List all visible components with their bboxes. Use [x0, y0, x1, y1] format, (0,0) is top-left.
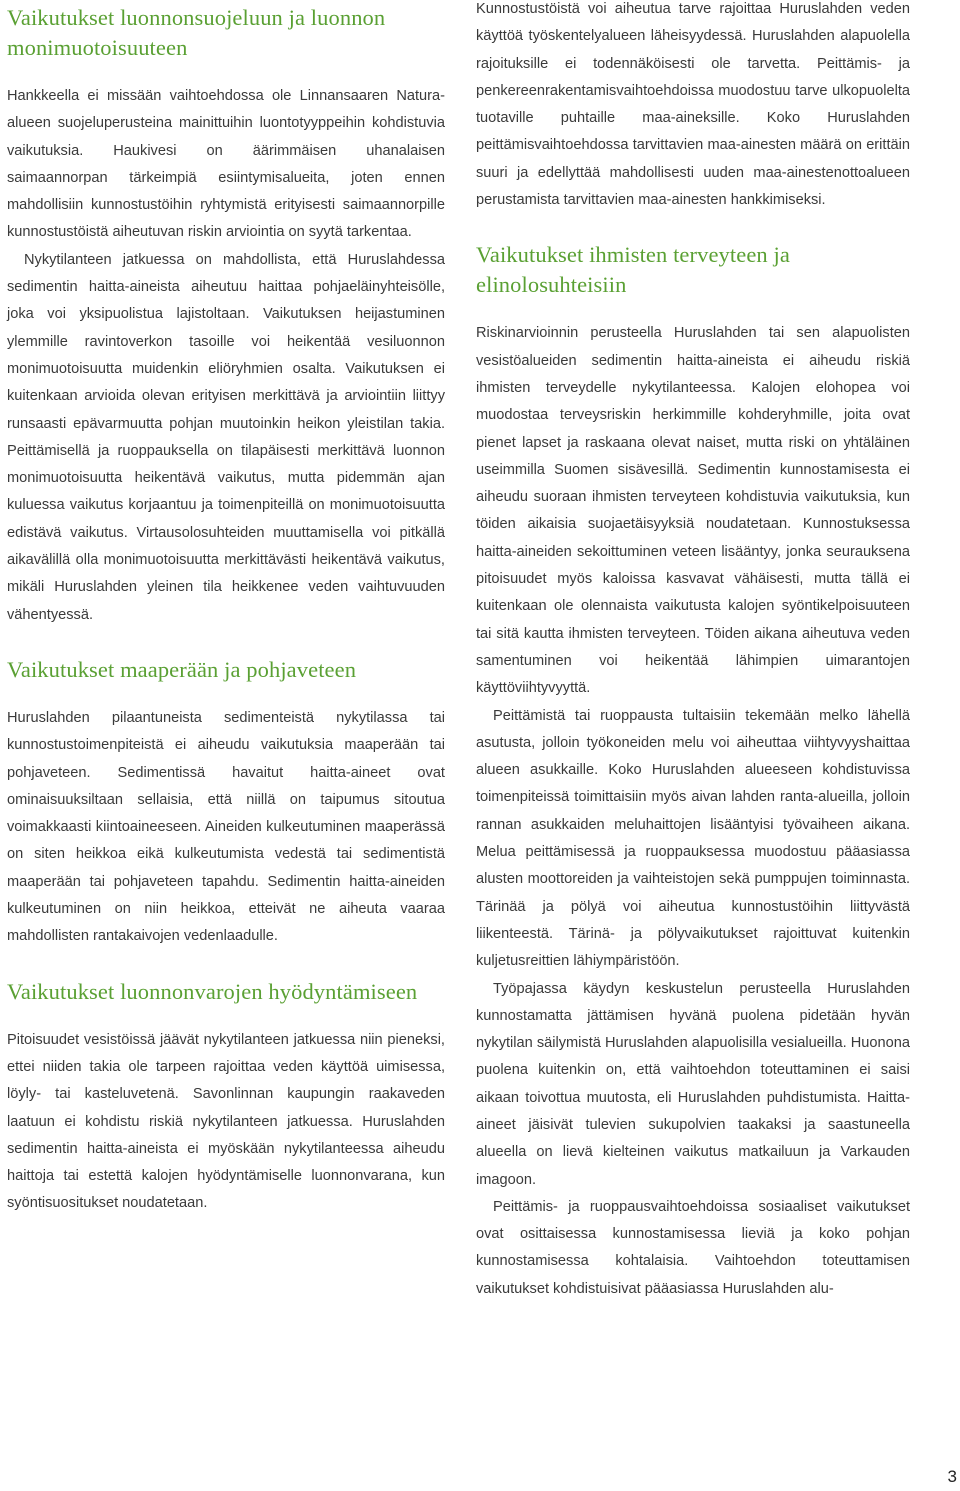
paragraph-soil-groundwater: Huruslahden pilaantuneista sedimenteistä nykytilassa tai kunnostustoimenpiteistä ei aiheudu vaikutuksia maaperään tai pohjaveteen. Sedimentissä havaitut haitta-aineet ovat ominaisuuksiltaan sellaisia, että niillä on taipumus sitoutua voimakkaasti kiintoaineeseen. Aineiden kulkeutuminen maaperässä on siten heikkoa eikä kulkeutumista vedestä tai sedimentistä maaperään tai pohjaveteen tapahdu. Sedimentin haitta-aineiden kulkeutuminen on niin heikkoa, etteivät ne aiheuta vaaraa mahdollisten rantakaivojen vedenlaadulle.	[7, 709, 445, 945]
paragraph-water-use-restrictions: Kunnostustöistä voi aiheutua tarve rajoittaa Huruslahden veden käyttöä työskentelyalueen läheisyydessä. Huruslahden alapuolella rajoituksille ei todennäköisesti ole tarvetta. Peittämis- ja penkereenrakentamisvaihtoehdoissa muodostuu tarve ulkopuolelta tuotaville puhtaille maa-aineksille. Koko Huruslahden peittämisvaihtoehdossa tarvittavien maa-ainesten määrä on erittäin suuri ja edellyttää mahdollisesti uuden maa-ainestenottoalueen perustamista tarvittavien maa-ainesten hankkimiseksi.	[476, 1, 910, 209]
heading-human-health: Vaikutukset ihmisten terveyteen ja elinolosuhteisiin	[476, 242, 790, 298]
paragraph-health-risk: Riskinarvioinnin perusteella Huruslahden tai sen alapuolisten vesistöalueiden sedimentin haitta-aineista ei aiheudu riskiä ihmisten terveydelle nykytilanteessa. Kalojen elohopea voi muodostaa terveysriskin herkimmille kohderyhmille, joita ovat pienet lapset ja raskaana olevat naiset, mutta riski on yhtäläinen useimmilla Suomen sisävesillä. Sedimentin kunnostamisesta ei aiheudu suoraan ihmisten terveyteen kohdistuvia vaikutuksia, kun töiden aikaisia suojaetäisyyksiä noudatetaan. Kunnostuksessa haitta-aineiden sekoittuminen veteen lisääntyy, jonka seurauksena pitoisuudet myös kaloissa kasvavat vähäisesti, mutta tällä ei kuitenkaan ole olennaista vaikutusta kalojen syöntikelpoisuuteen tai sitä kautta ihmisten terveyteen. Töiden aikana aiheutuva veden samentuminen voi heikentää lähimpien uimarantojen käyttöviihtyvyyttä.	[476, 325, 910, 697]
paragraph-natural-resources: Pitoisuudet vesistöissä jäävät nykytilanteen jatkuessa niin pieneksi, ettei niiden takia ole tarpeen rajoittaa veden käyttöä uimisessa, löyly- tai kasteluvetenä. Savonlinnan kaupungin raakaveden laatuun ei kohdistu riskiä nykytilanteen jatkuessa. Huruslahden sedimentin haitta-aineista ei myöskään nykytilanteessa aiheudu haittoja tai estettä kalojen hyödyntämiselle luonnonvarana, kun syöntisuositukset noudatetaan.	[7, 1031, 445, 1212]
heading-nature-conservation: Vaikutukset luonnonsuojeluun ja luonnon monimuotoisuuteen	[7, 5, 386, 60]
left-column	[7, 0, 445, 1218]
heading-natural-resources: Vaikutukset luonnonvarojen hyödyntämiseen	[7, 978, 418, 1004]
paragraph-biodiversity: Nykytilanteen jatkuessa on mahdollista, että Huruslahdessa sedimentin haitta-aineista aiheutuu haittaa pohjaeläinyhteisölle, joka voi yksipuolistua lajistoltaan. Vaikutuksen heijastuminen ylemmille ravintoverkon tasoille voi heikentää vesiluonnon monimuotoisuutta muidenkin eliöryhmien osalta. Vaikutuksen ei kuitenkaan arvioida olevan erityisen merkittävä ja arviointiin liittyy runsaasti epävarmuutta pohjan muutoinkin heikon yleistilan takia. Peittämisellä ja ruoppauksella on tilapäisesti merkittävä luonnon monimuotoisuutta heikentävä vaikutus, mutta pidemmän ajan kuluessa vaikutus korjaantuu ja toimenpiteillä on monimuotoisuutta edistävä vaikutus. Virtausolosuhteiden muuttamisella voi pitkällä aikavälillä olla monimuotoisuutta merkittävästi heikentävä vaikutus, mikäli Huruslahden yleinen tila heikkenee veden vaihtuvuuden vähentyessä.	[7, 251, 445, 623]
paragraph-noise: Peittämistä tai ruoppausta tultaisiin tekemään melko lähellä asutusta, jolloin työkoneiden melu voi aiheuttaa viihtyvyyshaittaa alueen asukkaille. Koko Huruslahden alueeseen kohdistuvissa toimenpiteissä toimittaisiin myös aivan lahden ranta-alueilla, jolloin rannan asukkaiden meluhaittojen lisääntyisi työvaiheen aikana. Melua peittämisessä ja ruoppauksessa muodostuu pääasiassa alusten moottoreiden ja vaihteistojen sekä pumppujen toiminnasta. Tärinää ja pölyä voi aiheutua kunnostustöihin liittyvästä liikenteestä. Tärinä- ja pölyvaikutukset rajoittuvat kuitenkin kuljetusreittien lähiympäristöön.	[476, 707, 910, 970]
heading-soil-groundwater: Vaikutukset maaperään ja pohjaveteen	[7, 656, 357, 682]
right-column	[476, 0, 910, 1303]
paragraph-social-impacts: Peittämis- ja ruoppausvaihtoehdoissa sosiaaliset vaikutukset ovat osittaisessa kunnostamisessa lieviä ja koko pohjan kunnostamisessa kohtalaisia. Vaihtoehdon toteuttamisen vaikutukset kohdistuisivat pääasiassa Huruslahden alu-	[476, 1198, 910, 1297]
paragraph-natura: Hankkeella ei missään vaihtoehdossa ole Linnansaaren Natura-alueen suojeluperusteina mainittuihin luontotyyppeihin kohdistuvia vaikutuksia. Haukivesi on äärimmäisen uhanalaisen saimaannorpan tärkeimpiä esiintymisalueita, joten ennen mahdollisiin kunnostustöihin ryhtymistä erityisesti saimaannorpille kunnostustöistä aiheutuvan riskin arviointia on syytä tarkentaa.	[7, 88, 445, 241]
page-number: 3	[947, 1467, 957, 1486]
paragraph-workshop: Työpajassa käydyn keskustelun perusteella Huruslahden kunnostamatta jättämisen hyvänä puolena pidetään hyvän nykytilan säilymistä Huruslahden alapuolisilla vesialueilla. Huonona puolena kuitenkin on, että vaihtoehdon toteuttaminen ei saisi aikaan toivottua muutosta, eli Huruslahden puhdistumista. Haitta-aineet jäisivät tulevien sukupolvien taakaksi ja saastuneella alueella on lievä kielteinen vaikutus matkailuun ja Varkauden imagoon.	[476, 980, 910, 1188]
